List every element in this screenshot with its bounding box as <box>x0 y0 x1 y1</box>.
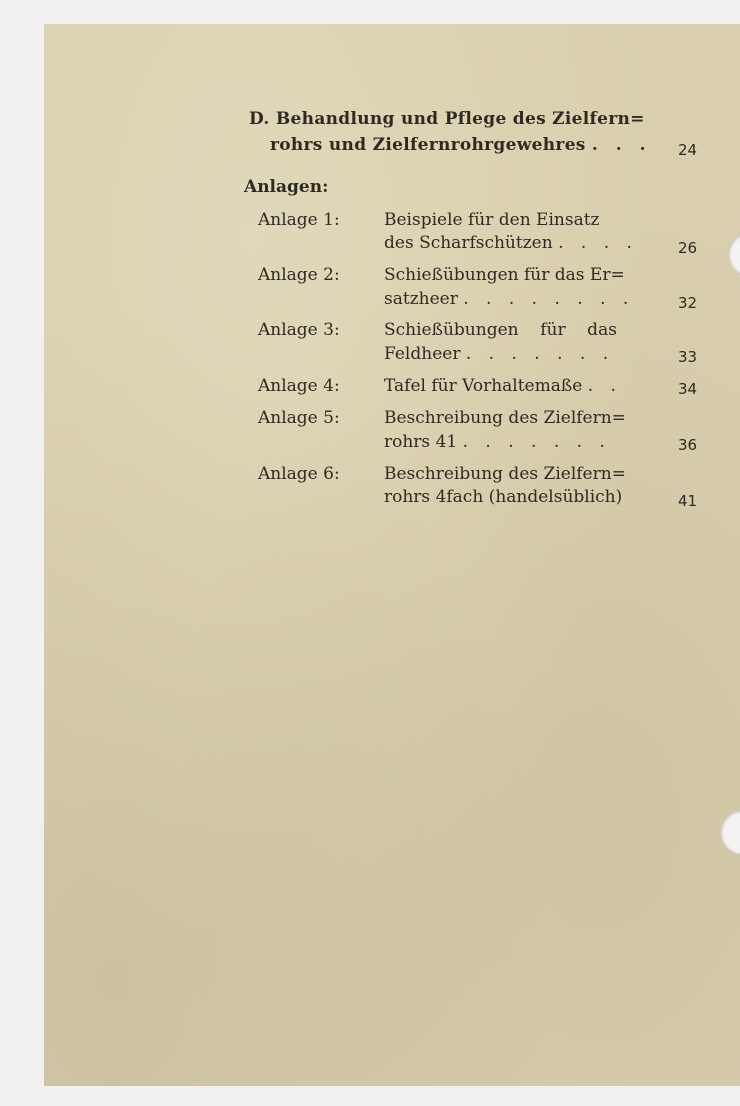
appendix-title-3-text: Feldheer <box>384 344 461 364</box>
leader-dots: . . . . <box>558 233 638 253</box>
leader-dots: . . . . . . . <box>462 432 611 452</box>
appendix-label-6: Anlage 6: <box>258 464 340 484</box>
appendix-title-1-line2 <box>384 233 638 253</box>
appendix-title-2-text: satzheer <box>384 289 458 309</box>
page-number: 41 <box>678 492 698 510</box>
appendix-title-6-line2: rohrs 4fach (handelsüblich) <box>384 487 623 507</box>
appendix-label-1: Anlage 1: <box>258 210 340 230</box>
appendix-title-2-line1: Schießübungen für das Er= <box>384 265 625 285</box>
section-d-letter: D. <box>249 109 270 129</box>
appendix-title-5-line2 <box>384 432 611 452</box>
appendix-title-5-text: rohrs 41 <box>384 432 458 452</box>
appendix-label-2: Anlage 2: <box>258 265 340 285</box>
page-number: 24 <box>678 141 698 159</box>
page-number: 33 <box>678 348 698 366</box>
page-number: 36 <box>678 436 698 454</box>
appendix-title-1-text: des Scharfschützen <box>384 233 553 253</box>
page-number: 34 <box>678 380 698 398</box>
appendix-title-4-line1 <box>384 376 622 396</box>
appendix-label-3: Anlage 3: <box>258 320 340 340</box>
appendix-title-6-line1: Beschreibung des Zielfern= <box>384 464 626 484</box>
document-page <box>44 24 740 1086</box>
section-d-title-1: Behandlung und Pflege des Zielfern= <box>275 109 645 129</box>
appendix-heading: Anlagen: <box>244 177 329 197</box>
section-d-title-2: rohrs und Zielfernrohrgewehres <box>270 135 586 155</box>
page-number: 32 <box>678 294 698 312</box>
appendix-label-5: Anlage 5: <box>258 408 340 428</box>
appendix-title-3-line2 <box>384 344 614 364</box>
section-d-line2 <box>270 135 652 155</box>
appendix-title-4-text: Tafel für Vorhaltemaße <box>384 376 583 396</box>
appendix-label-4: Anlage 4: <box>258 376 340 396</box>
section-d-line1 <box>249 109 645 129</box>
page-number: 26 <box>678 239 698 257</box>
punch-hole-top <box>728 232 740 276</box>
leader-dots: . . . <box>591 135 652 155</box>
leader-dots: . . . . . . . <box>465 344 615 364</box>
appendix-title-5-line1: Beschreibung des Zielfern= <box>384 408 626 428</box>
punch-hole-bottom <box>720 810 740 854</box>
appendix-title-1-line1: Beispiele für den Einsatz <box>384 210 600 230</box>
appendix-title-2-line2 <box>384 289 634 309</box>
leader-dots: . . <box>587 376 622 396</box>
appendix-title-3-line1: Schießübungen für das <box>384 320 617 340</box>
leader-dots: . . . . . . . . <box>463 289 635 309</box>
